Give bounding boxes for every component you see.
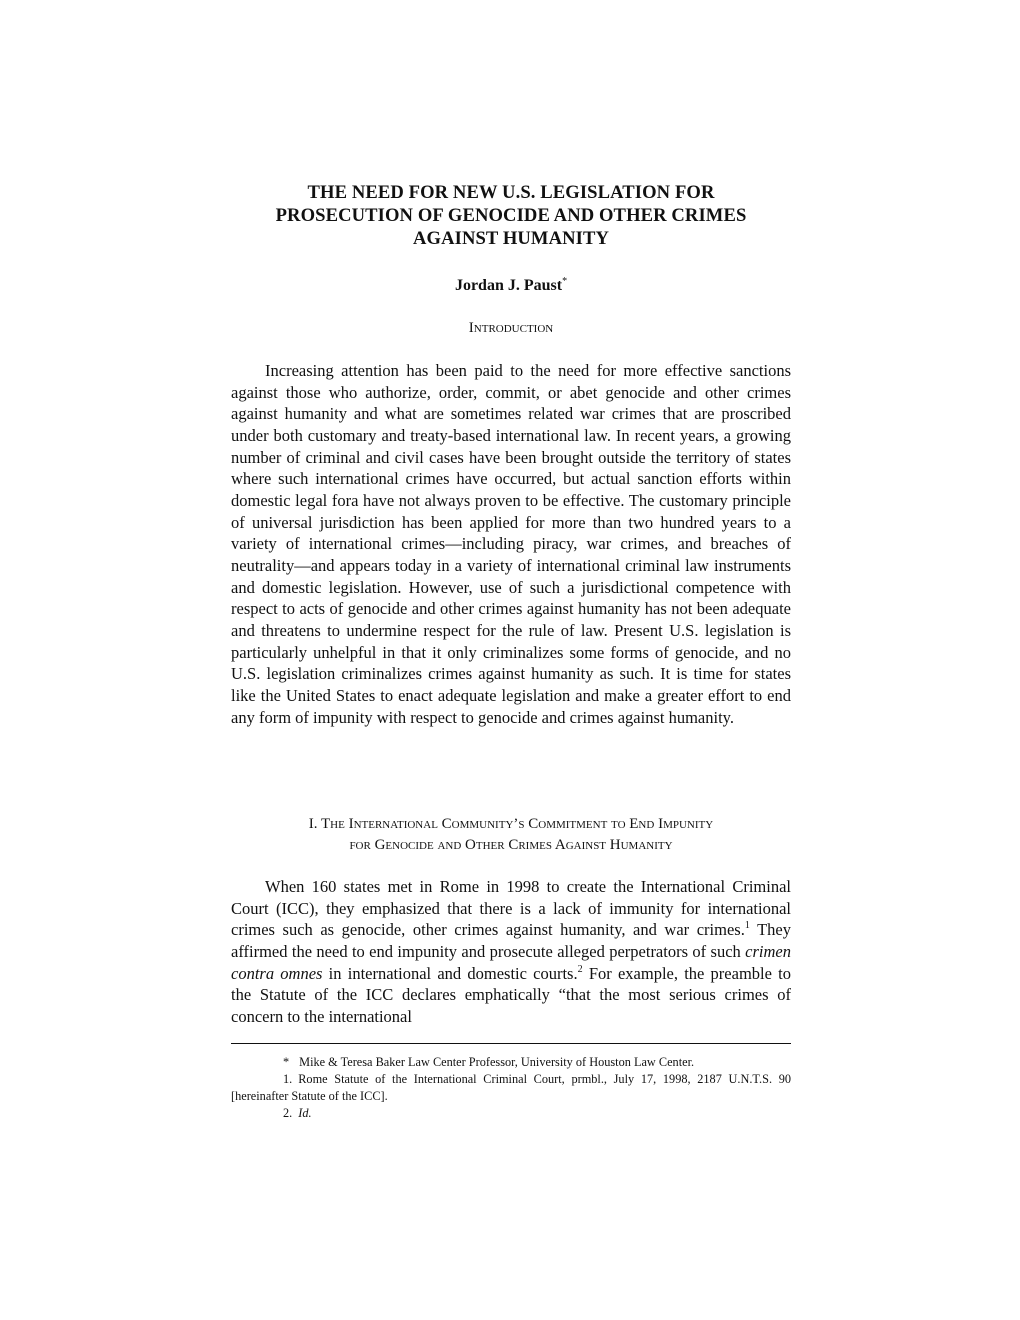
footnote-1-mark: 1. (283, 1072, 293, 1086)
section-1-text-b: They affirmed the need to end impunity and prosecute alleged perpetrators of such (231, 920, 791, 961)
footnote-star-mark: * (283, 1055, 290, 1069)
author-footnote-marker[interactable]: * (562, 276, 568, 287)
latin-phrase: crimen contra omnes (231, 941, 791, 983)
section-1-text-a: When 160 states met in Rome in 1998 to create the International Criminal Court (ICC), they emphasized that there is a lack of immunity for international crimes such as genocide, other crimes against humanity, and war crimes. (231, 877, 791, 940)
footnote-divider (231, 1043, 791, 1044)
author-name: Jordan J. Paust (454, 277, 563, 294)
footnote-2-mark: 2. (283, 1106, 293, 1120)
section-1-heading-line-1: I. The International Community’s Commitment to End Impunity (308, 816, 714, 832)
title-line-3: AGAINST HUMANITY (413, 228, 609, 249)
footnote-2-text: Id. (298, 1106, 312, 1120)
footnote-1-text: Rome Statute of the International Criminal Court, prmbl., July 17, 1998, 2187 U.N.T.S. 90 [hereinafter Statute of the ICC]. (231, 1072, 791, 1103)
footnote-ref-2[interactable]: 2 (577, 963, 583, 975)
footnote-ref-1[interactable]: 1 (744, 920, 750, 932)
footnote-star-text: Mike & Teresa Baker Law Center Professor, University of Houston Law Center. (299, 1055, 695, 1069)
footnotes (231, 1054, 791, 1122)
section-1-text-d: For example, the preamble to the Statute of the ICC declares emphatically “that the most serious crimes of concern to the international (231, 963, 791, 1026)
footnote-2 (231, 1105, 791, 1122)
introduction-paragraph: Increasing attention has been paid to the need for more effective sanctions against those who authorize, order, commit, or abet genocide and other crimes against humanity and what are sometimes related war crimes that are proscribed under both customary and treaty-based international law. In recent years, a growing number of criminal and civil cases have been brought outside the territory of states where such international crimes have occurred, but actual sanction efforts within domestic legal fora have not always proven to be effective. The customary principle of universal jurisdiction has been applied for more than two hundred years to a variety of international crimes—including piracy, war crimes, and breaches of neutrality—and appears today in a variety of international criminal law instruments and domestic legislation. However, use of such a jurisdictional competence with respect to acts of genocide and other crimes against humanity has not been adequate and threatens to undermine respect for the rule of law. Present U.S. legislation is particularly unhelpful in that it only criminalizes some forms of genocide, and no U.S. legislation criminalizes crimes against humanity as such. It is time for states like the United States to enact adequate legislation and make a greater effort to end any form of impunity with respect to genocide and crimes against humanity. (231, 361, 791, 727)
title-line-2: PROSECUTION OF GENOCIDE AND OTHER CRIMES (275, 205, 747, 226)
author-byline (231, 276, 791, 296)
section-1-paragraph (231, 876, 791, 1028)
section-1-heading (231, 814, 791, 856)
section-1-heading-line-2: for Genocide and Other Crimes Against Humanity (349, 837, 673, 853)
footnote-1 (231, 1071, 791, 1105)
footnote-star (231, 1054, 791, 1071)
introduction-heading: Introduction (468, 320, 554, 336)
article-title (231, 181, 791, 250)
title-line-1: THE NEED FOR NEW U.S. LEGISLATION FOR (307, 182, 715, 203)
section-1-text-c: in international and domestic courts. (322, 963, 578, 983)
